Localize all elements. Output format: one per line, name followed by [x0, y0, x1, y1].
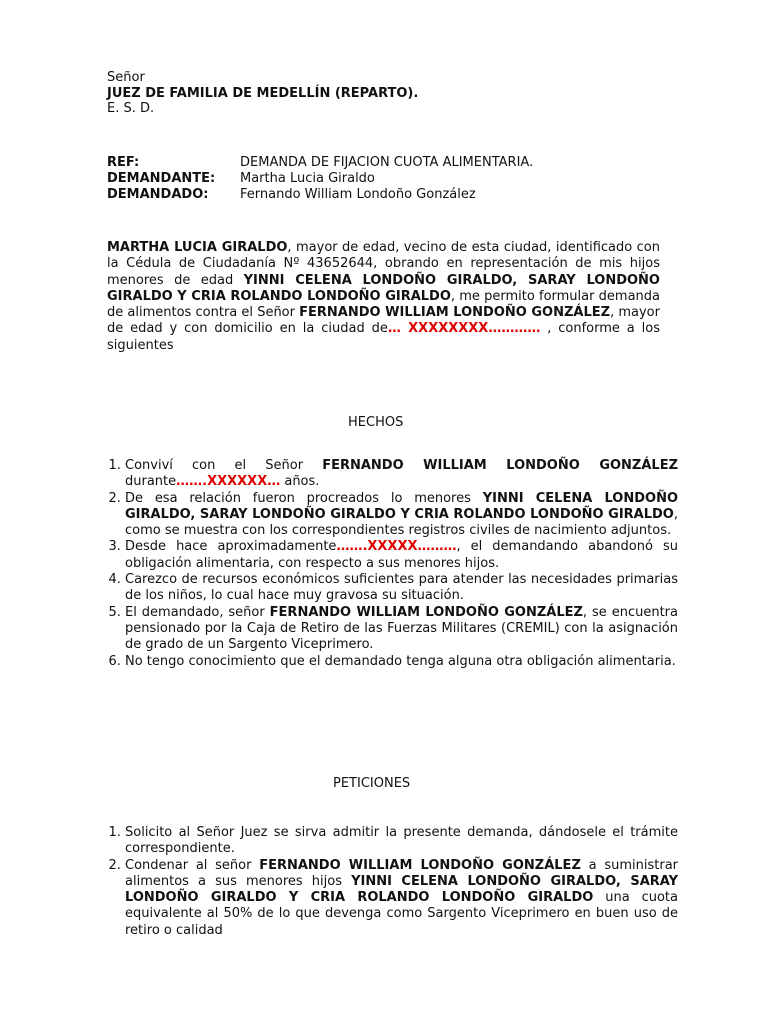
defendant-row — [107, 187, 533, 203]
ref-label: REF: — [107, 155, 140, 170]
item-text: , se encuentra pensionado por la Caja de Retiro de las Fuerzas Militares (CREMIL) con la asignación de grado de un Sargento Viceprimero. — [125, 604, 678, 653]
item-text: Carezco de recursos económicos suficientes para atender las necesidades primarias de los niños, lo cual hace muy gravosa su situación. — [125, 572, 678, 604]
item-text: Conviví con el Señor — [125, 458, 323, 473]
item-text: Solicito al Señor Juez se sirva admitir la presente demanda, dándosele el trámite correspondiente. — [125, 825, 678, 857]
item-text: Condenar al señor — [125, 857, 260, 873]
defendant-label: DEMANDADO: — [107, 187, 209, 202]
item-text: , el demandando abandonó su obligación alimentaria, con respecto a sus menores hijos. — [125, 539, 678, 571]
item-text: años. — [280, 474, 320, 490]
item-bold: FERNANDO WILLIAM LONDOÑO GONZÁLEZ — [269, 604, 583, 620]
list-item — [125, 491, 678, 540]
item-text: , como se muestra con los correspondientes registros civiles de nacimiento adjuntos. — [125, 506, 678, 539]
item-text: durante — [125, 474, 177, 490]
item-text: a suministrar alimentos a sus menores hijos — [125, 857, 679, 889]
list-item — [125, 458, 678, 491]
item-text: No tengo conocimiento que el demandado tenga alguna otra obligación alimentaria. — [125, 653, 676, 669]
reference-block — [107, 155, 533, 203]
defendant-value: Fernando William Londoño González — [240, 187, 476, 202]
intro-text: , me permito formular demanda de alimentos contra el Señor — [107, 288, 661, 321]
esd-line: E. S. D. — [107, 101, 155, 116]
item-bold: YINNI CELENA LONDOÑO GIRALDO, SARAY LONDOÑO GIRALDO Y CRIA ROLANDO LONDOÑO GIRALDO — [125, 490, 678, 522]
salutation: Señor — [107, 70, 145, 85]
addressee: JUEZ DE FAMILIA DE MEDELLÍN (REPARTO). — [107, 86, 419, 101]
plaintiff-row — [107, 171, 533, 187]
hechos-heading: HECHOS — [348, 415, 404, 430]
item-bold: FERNANDO WILLIAM LONDOÑO GONZÁLEZ — [322, 458, 679, 473]
item-text: Desde hace aproximadamente — [125, 539, 337, 555]
intro-paragraph — [107, 240, 660, 354]
intro-text: , conforme a los siguientes — [107, 321, 661, 353]
item-bold: FERNANDO WILLIAM LONDOÑO GONZÁLEZ — [259, 857, 581, 873]
ref-row — [107, 155, 533, 171]
defendant-name: FERNANDO WILLIAM LONDOÑO GONZÁLEZ — [299, 305, 611, 321]
plaintiff-label: DEMANDANTE: — [107, 171, 216, 186]
list-item — [125, 539, 678, 572]
plaintiff-value: Martha Lucia Giraldo — [240, 171, 375, 186]
hechos-list — [107, 458, 678, 670]
list-item — [125, 605, 678, 654]
plaintiff-name: MARTHA LUCIA GIRALDO — [107, 240, 288, 255]
intro-text: , mayor de edad, vecino de esta ciudad, identificado con la Cédula de Ciudadanía Nº 43652644, obrando en representación de mis hijos menores de edad — [107, 240, 660, 288]
item-text: El demandado, señor — [125, 604, 270, 620]
ref-value: DEMANDA DE FIJACION CUOTA ALIMENTARIA. — [240, 155, 534, 170]
item-text: De esa relación fueron procreados lo menores — [125, 490, 483, 506]
city-placeholder: … XXXXXXXX………… — [387, 321, 541, 337]
list-item — [125, 858, 678, 939]
intro-text: , mayor de edad y con domicilio en la ciudad de — [107, 305, 660, 337]
placeholder-red: …….XXXXX……… — [336, 539, 457, 555]
list-item — [125, 654, 678, 670]
item-text: una cuota equivalente al 50% de lo que devenga como Sargento Viceprimero en buen uso de retiro o calidad — [125, 890, 678, 938]
item-bold: YINNI CELENA LONDOÑO GIRALDO, SARAY LONDOÑO GIRALDO Y CRIA ROLANDO LONDOÑO GIRALDO — [125, 873, 678, 906]
children-names: YINNI CELENA LONDOÑO GIRALDO, SARAY LONDOÑO GIRALDO Y CRIA ROLANDO LONDOÑO GIRALDO — [107, 272, 660, 304]
peticiones-heading: PETICIONES — [333, 776, 411, 791]
list-item — [125, 572, 678, 605]
list-item — [125, 825, 678, 858]
peticiones-list — [107, 825, 678, 939]
placeholder-red: …….XXXXXX… — [176, 474, 281, 490]
